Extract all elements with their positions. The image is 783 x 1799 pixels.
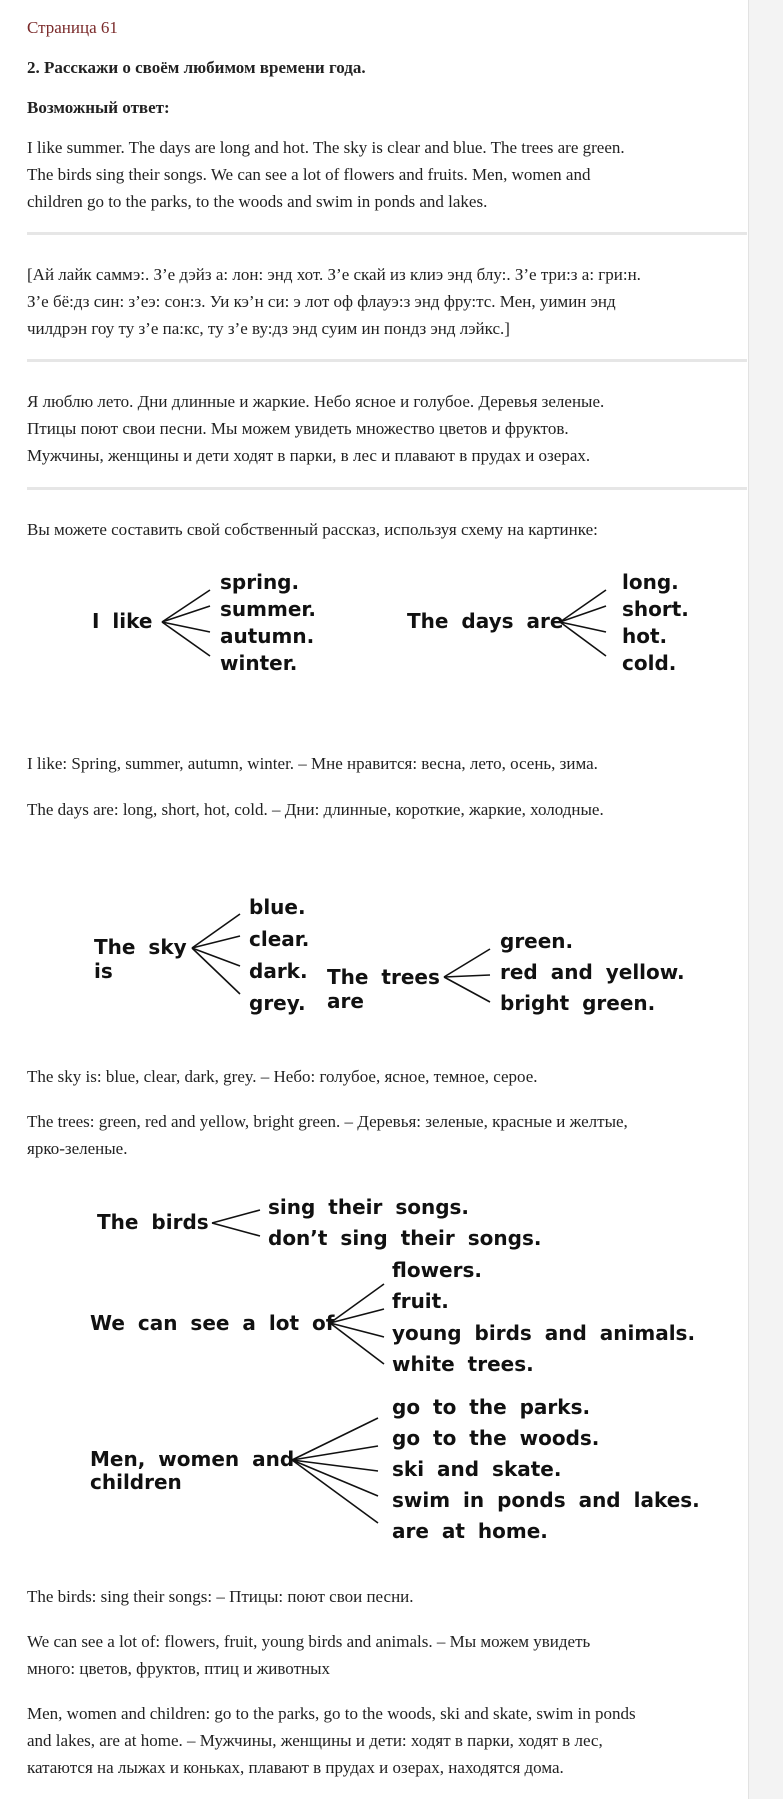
scheme-option: red and yellow. (500, 960, 685, 984)
scheme-option: young birds and animals. (392, 1321, 696, 1345)
scheme-option: long. (622, 570, 679, 594)
scheme-birds-see-men (0, 1187, 748, 1557)
scheme-subject: The birds (97, 1210, 209, 1234)
scheme-option: cold. (622, 651, 677, 675)
text-line: много: цветов, фруктов, птиц и животных (27, 1659, 331, 1678)
scheme-option: spring. (220, 570, 300, 594)
scheme-sky-trees (0, 892, 748, 1022)
scheme-option: sing their songs. (268, 1195, 470, 1219)
russian-paragraph (27, 388, 727, 469)
scheme-connector (444, 949, 490, 977)
scheme-connector (162, 606, 210, 622)
scheme-connector (212, 1223, 260, 1236)
text-line: The trees: green, red and yellow, bright green. – Деревья: зеленые, красные и желтые, (27, 1112, 628, 1131)
divider (27, 232, 747, 235)
scheme-option: swim in ponds and lakes. (392, 1488, 700, 1512)
text-line: Птицы поют свои песни. Мы можем увидеть множество цветов и фруктов. (27, 419, 569, 438)
scheme-option: don’t sing their songs. (268, 1226, 542, 1250)
men-paragraph (27, 1700, 727, 1781)
scheme-connector (330, 1309, 384, 1323)
scheme-subject: Men, women and (90, 1447, 295, 1471)
scheme-option: go to the woods. (392, 1426, 600, 1450)
scheme-connector (444, 977, 490, 1002)
scheme-connector (192, 948, 240, 994)
scheme-connector (330, 1323, 384, 1364)
text-line: Я люблю лето. Дни длинные и жаркие. Небо ясное и голубое. Деревья зеленые. (27, 392, 605, 411)
text-line: and lakes, are at home. – Мужчины, женщины и дети: ходят в парки, ходят в лес, (27, 1731, 603, 1750)
scheme-option: clear. (249, 927, 310, 951)
page-number: Страница 61 (27, 18, 118, 37)
scheme-connector (444, 975, 490, 977)
text-line: Men, women and children: go to the parks, go to the woods, ski and skate, swim in ponds (27, 1704, 636, 1723)
scheme-option: fruit. (392, 1289, 449, 1313)
scheme-option: white trees. (392, 1352, 534, 1376)
scheme-option: blue. (249, 895, 306, 919)
divider (27, 487, 747, 490)
scheme-connector (212, 1210, 260, 1223)
see-paragraph (27, 1628, 727, 1682)
scheme-connector (560, 590, 606, 622)
english-paragraph (27, 134, 727, 215)
scheme-subject: The trees (327, 965, 440, 989)
scheme-option: summer. (220, 597, 316, 621)
line-sky: The sky is: blue, clear, dark, grey. – Небо: голубое, ясное, темное, серое. (27, 1067, 538, 1086)
transcription-paragraph (27, 261, 727, 342)
scheme-option: are at home. (392, 1519, 548, 1543)
scheme-option: flowers. (392, 1258, 482, 1282)
text-line: ярко-зеленые. (27, 1139, 128, 1158)
scheme-option: green. (500, 929, 574, 953)
line-like: I like: Spring, summer, autumn, winter. – Мне нравится: весна, лето, осень, зима. (27, 754, 598, 773)
scheme-option: short. (622, 597, 689, 621)
text-line: We can see a lot of: flowers, fruit, young birds and animals. – Мы можем увидеть (27, 1632, 591, 1651)
scheme-option: hot. (622, 624, 668, 648)
scheme-connector (162, 590, 210, 622)
scheme-option: autumn. (220, 624, 315, 648)
text-line: [Ай лайк саммэ:. З’е дэйз а: лон: энд хот. З’е скай из клиэ энд блу:. З’е три:з а: гри:н. (27, 265, 641, 284)
text-line: The birds sing their songs. We can see a lot of flowers and fruits. Men, women and (27, 165, 591, 184)
scheme-option: go to the parks. (392, 1395, 591, 1419)
text-line: children go to the parks, to the woods and swim in ponds and lakes. (27, 192, 488, 211)
scheme-connector (192, 948, 240, 966)
scheme-connector (560, 606, 606, 622)
line-birds: The birds: sing their songs: – Птицы: поют свои песни. (27, 1587, 414, 1606)
scheme-subject: The sky (94, 935, 187, 959)
scheme-subject: We can see a lot of (90, 1311, 335, 1335)
scheme-option: winter. (220, 651, 298, 675)
divider (27, 359, 747, 362)
scheme-subject: I like (92, 609, 153, 633)
text-line: катаются на лыжах и коньках, плавают в прудах и озерах, находятся дома. (27, 1758, 564, 1777)
answer-heading: Возможный ответ: (27, 98, 170, 117)
scheme-option: grey. (249, 991, 306, 1015)
scheme-subject: The days are (407, 609, 564, 633)
scheme-option: dark. (249, 959, 308, 983)
scheme-seasons-days (0, 560, 748, 680)
scheme-connector (192, 914, 240, 948)
text-line: З’е бё:дз син: з’еэ: сон:з. Уи кэ’н си: э лот оф флауэ:з энд фру:тс. Мен, уимин энд (27, 292, 616, 311)
text-line: чилдрэн гоу ту з’е па:кс, ту з’е ву:дз энд суим ин пондз энд лэйкс.] (27, 319, 510, 338)
task-title: 2. Расскажи о своём любимом времени года. (27, 58, 366, 77)
scheme-subject: are (327, 989, 364, 1013)
trees-paragraph (27, 1108, 727, 1162)
line-days: The days are: long, short, hot, cold. – Дни: длинные, короткие, жаркие, холодные. (27, 800, 604, 819)
scheme-option: bright green. (500, 991, 656, 1015)
page-edge (748, 0, 783, 1799)
scheme-connector (330, 1284, 384, 1323)
scheme-option: ski and skate. (392, 1457, 562, 1481)
text-line: Мужчины, женщины и дети ходят в парки, в лес и плавают в прудах и озерах. (27, 446, 591, 465)
scheme-subject: is (94, 959, 113, 983)
scheme-intro: Вы можете составить свой собственный рассказ, используя схему на картинке: (27, 520, 598, 539)
text-line: I like summer. The days are long and hot. The sky is clear and blue. The trees are green. (27, 138, 625, 157)
scheme-subject: children (90, 1470, 182, 1494)
